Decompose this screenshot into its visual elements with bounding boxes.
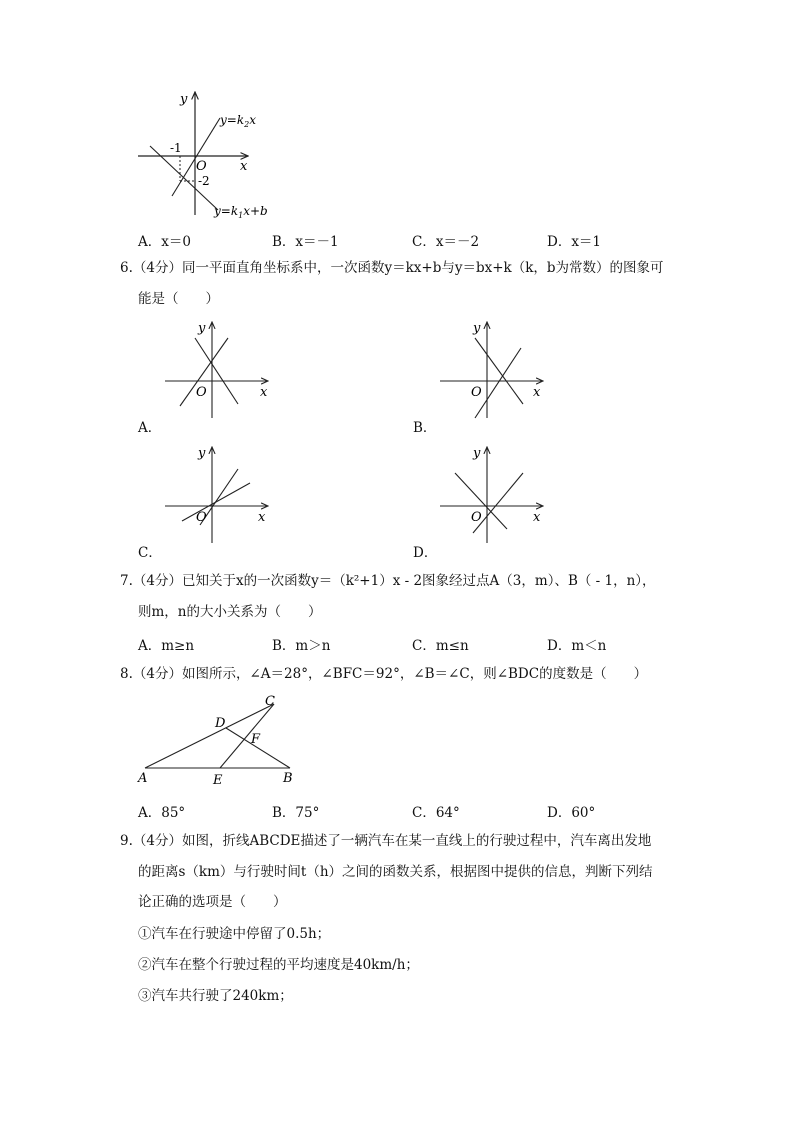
q5-line-k1-label: $y=k_1x+b$	[214, 204, 268, 220]
q6-option-d[interactable]: D．	[413, 545, 438, 561]
q8-segment-ce	[220, 704, 274, 768]
q6-graph-c	[160, 443, 280, 543]
q7-option-c[interactable]: C．m≤n	[412, 638, 469, 654]
q6-graph-b	[435, 318, 555, 418]
q5-option-b[interactable]: B．x＝－1	[272, 234, 339, 250]
q6-b-x-label: x	[533, 385, 541, 400]
q9-stem-line2: 的距离s（km）与行驶时间t（h）之间的函数关系，根据图中提供的信息，判断下列结	[138, 864, 653, 880]
q7-stem-line2: 则m，n的大小关系为（ ）	[138, 604, 322, 620]
q8-label-a: A	[138, 771, 148, 786]
q9-statement-3: ③汽车共行驶了240km；	[138, 988, 293, 1004]
q7-option-a[interactable]: A．m≥n	[138, 638, 195, 654]
q6-graph-a	[160, 318, 280, 418]
q6-d-origin-label: O	[471, 510, 482, 525]
q6-c-x-label: x	[258, 510, 266, 525]
q6-graph-d	[435, 443, 555, 543]
q6-option-a[interactable]: A．	[138, 420, 162, 436]
q8-option-c[interactable]: C．64°	[412, 805, 460, 821]
q8-label-f: F	[251, 732, 261, 747]
q9-stem-line3: 论正确的选项是（ ）	[138, 894, 287, 910]
q5-line-k2	[172, 118, 220, 196]
q6-stem-line1: 6.（4分）同一平面直角坐标系中，一次函数y＝kx+b与y＝bx+k（k，b为常数）的图象可	[120, 260, 664, 276]
q6-d-y-label: y	[473, 446, 481, 461]
q9-statement-1: ①汽车在行驶途中停留了0.5h；	[138, 926, 331, 942]
q8-label-e: E	[213, 773, 223, 788]
q5-option-a[interactable]: A．x＝0	[138, 234, 191, 250]
q6-option-b[interactable]: B．	[413, 420, 437, 436]
q6-a-y-label: y	[198, 321, 206, 336]
q6-c-y-label: y	[198, 446, 206, 461]
q8-option-a[interactable]: A．85°	[138, 805, 186, 821]
q5-tick-y-label: -2	[198, 174, 210, 188]
q5-tick-x-label: -1	[170, 141, 182, 155]
q5-option-c[interactable]: C．x＝－2	[412, 234, 480, 250]
q5-graph	[0, 0, 794, 230]
q8-label-c: C	[265, 694, 275, 709]
q6-b-y-label: y	[473, 321, 481, 336]
q9-stem-line1: 9.（4分）如图，折线ABCDE描述了一辆汽车在某一直线上的行驶过程中，汽车离出发地	[120, 833, 652, 849]
q6-option-c[interactable]: C．	[138, 545, 162, 561]
q6-c-origin-label: O	[196, 510, 207, 525]
q5-origin-label: O	[196, 159, 207, 174]
q5-x-label: x	[240, 159, 248, 174]
q6-stem-line2: 能是（ ）	[138, 291, 219, 307]
q5-line-k2-label: $y=k_2x$	[220, 113, 256, 129]
q9-statement-2: ②汽车在整个行驶过程的平均速度是40km/h；	[138, 957, 419, 973]
q7-option-b[interactable]: B．m＞n	[272, 638, 331, 654]
q8-stem: 8.（4分）如图所示，∠A＝28°，∠BFC＝92°，∠B＝∠C，则∠BDC的度数是（ ）	[120, 666, 648, 682]
q8-triangle-figure	[138, 692, 338, 787]
q6-b-origin-label: O	[471, 385, 482, 400]
q8-label-b: B	[283, 771, 293, 786]
q8-option-d[interactable]: D．60°	[547, 805, 596, 821]
q5-y-label: y	[180, 92, 188, 107]
q7-stem-line1: 7.（4分）已知关于x的一次函数y＝（k²+1）x - 2图象经过点A（3，m）、B（ - 1，n），	[120, 573, 656, 589]
q7-option-d[interactable]: D．m＜n	[547, 638, 607, 654]
q5-option-d[interactable]: D．x＝1	[547, 234, 602, 250]
q8-label-d: D	[215, 716, 226, 731]
q6-a-x-label: x	[260, 385, 268, 400]
q8-option-b[interactable]: B．75°	[272, 805, 320, 821]
q6-d-x-label: x	[533, 510, 541, 525]
q6-a-origin-label: O	[196, 385, 207, 400]
